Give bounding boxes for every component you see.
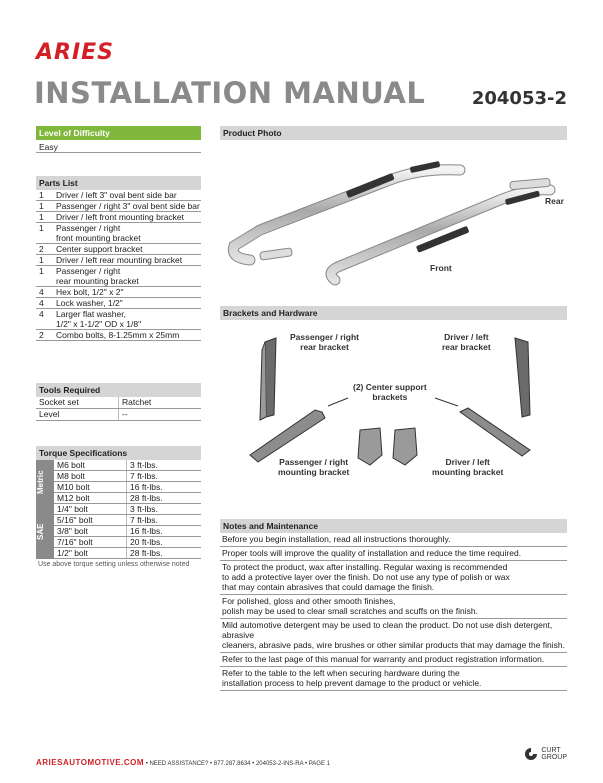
part-desc [54,255,201,265]
torque-value: 7 ft-lbs. [126,515,201,525]
tool-item: -- [118,409,201,420]
note-line: For polished, gloss and other smooth finishes, [222,596,396,606]
torque-heading: Torque Specifications [36,446,201,460]
torque-value: 3 ft-lbs. [126,504,201,514]
bolt-size: 1/4" bolt [57,504,88,514]
note-item [220,667,567,691]
footer-info: • NEED ASSISTANCE? • 877.287.8634 • 204053-2-INS-RA • PAGE 1 [144,761,330,767]
brackets-diagram [220,320,567,485]
product-photo-heading: Product Photo [220,126,567,140]
part-desc [54,287,201,297]
parts-list-row [36,309,201,330]
part-desc-line: rear mounting bracket [56,276,139,286]
part-desc-line: Larger flat washer, [56,309,126,319]
note-line: cleaners, abrasive pads, wire brushes or other similar products that may damage the finish. [222,640,565,650]
note-line: to add a protective layer over the finish. Do not use any type of polish or wax [222,572,510,582]
parts-list [36,176,201,341]
metric-label: Metric [36,460,54,504]
note-line: Before you begin installation, read all instructions thoroughly. [222,534,451,544]
pr-mount-label: Passenger / right mounting bracket [278,457,350,477]
group-text: GROUP [541,754,567,761]
torque-value: 28 ft-lbs. [126,548,201,558]
torque-row [54,515,201,526]
website-link[interactable]: ARIESAUTOMOTIVE.COM [36,758,145,767]
parts-list-row [36,266,201,287]
parts-list-row [36,201,201,212]
part-desc [54,223,201,243]
part-desc [54,212,201,222]
footer [36,758,330,767]
bolt-size: M8 bolt [57,471,85,481]
sae-label: SAE [36,504,54,559]
bolt-size: 1/2" bolt [57,548,88,558]
tool-item: Ratchet [118,397,201,408]
parts-list-row [36,190,201,201]
parts-list-row [36,330,201,341]
torque-row [54,526,201,537]
part-desc [54,298,201,308]
note-item [220,619,567,653]
difficulty-section [36,126,201,153]
torque-row [54,460,201,471]
tools-section [36,383,201,421]
tools-row [36,397,201,409]
part-qty: 1 [39,266,44,276]
bolt-size: 5/16" bolt [57,515,93,525]
brackets-section [220,306,567,486]
note-line: To protect the product, wax after installing. Regular waxing is recommended [222,562,508,572]
parts-list-row [36,287,201,298]
difficulty-heading: Level of Difficulty [36,126,201,140]
part-desc-line: Driver / left rear mounting bracket [56,255,183,265]
torque-metric-group [36,460,201,504]
front-label: Front [430,263,452,273]
note-line: installation process to help prevent damage to the product or vehicle. [222,678,482,688]
part-desc [54,330,201,340]
parts-list-heading: Parts List [36,176,201,190]
torque-value: 3 ft-lbs. [126,460,201,470]
pr-rear-label: Passenger / right rear bracket [290,332,359,352]
torque-value: 20 ft-lbs. [126,537,201,547]
note-line: Refer to the table to the left when securing hardware during the [222,668,460,678]
tools-row [36,409,201,421]
torque-value: 7 ft-lbs. [126,471,201,481]
part-desc-line: Combo bolts, 8-1.25mm x 25mm [56,330,180,340]
torque-sae-group [36,504,201,559]
torque-row [54,471,201,482]
part-desc-line: Lock washer, 1/2" [56,298,123,308]
part-qty: 1 [39,223,44,233]
curt-icon [524,747,538,761]
rear-label: Rear [545,196,564,206]
parts-list-row [36,244,201,255]
note-item [220,547,567,561]
bolt-size: 7/16" bolt [57,537,93,547]
part-desc-line: 1/2" x 1-1/2" OD x 1/8" [56,319,142,329]
torque-value: 28 ft-lbs. [126,493,201,503]
part-desc-line: Passenger / right 3" oval bent side bar [56,201,200,211]
part-desc [54,244,201,254]
torque-row [54,504,201,515]
difficulty-value: Easy [36,140,201,153]
part-desc-line: Center support bracket [56,244,143,254]
note-line: that may contain abrasives that could damage the finish. [222,582,435,592]
part-number: 204053-2 [471,88,567,109]
note-item [220,533,567,547]
note-line: Refer to the last page of this manual for warranty and product registration information. [222,654,545,664]
torque-row [54,493,201,504]
part-desc-line: Hex bolt, 1/2" x 2" [56,287,124,297]
bolt-size: 3/8" bolt [57,526,88,536]
part-desc-line: Driver / left front mounting bracket [56,212,185,222]
part-desc-line: Passenger / right [56,266,121,276]
parts-list-row [36,212,201,223]
part-desc [54,309,201,329]
parts-list-row [36,223,201,244]
bolt-size: M12 bolt [57,493,90,503]
bolt-size: M6 bolt [57,460,85,470]
note-item [220,561,567,595]
part-desc [54,266,201,286]
part-desc-line: Passenger / right [56,223,121,233]
part-qty: 2 [39,330,44,340]
part-desc-line: Driver / left 3" oval bent side bar [56,190,177,200]
part-qty: 1 [39,255,44,265]
part-desc-line: front mounting bracket [56,233,141,243]
product-photo [220,140,567,290]
tool-item: Socket set [39,397,79,407]
torque-row [54,537,201,548]
part-qty: 1 [39,201,44,211]
torque-section [36,446,201,570]
torque-row [54,482,201,493]
part-qty: 4 [39,298,44,308]
notes-heading: Notes and Maintenance [220,519,567,533]
torque-row [54,548,201,559]
page-title: INSTALLATION MANUAL [34,76,426,110]
torque-note: Use above torque setting unless otherwise noted [38,561,190,568]
curt-text: CURT [541,747,561,754]
note-line: polish may be used to clear small scratches and scuffs on the finish. [222,606,478,616]
note-line: Proper tools will improve the quality of installation and reduce the time required. [222,548,522,558]
parts-list-row [36,298,201,309]
note-item [220,595,567,619]
part-qty: 4 [39,309,44,319]
note-line: Mild automotive detergent may be used to clean the product. Do not use dish detergent, abrasive [222,620,553,640]
notes-section [220,519,567,691]
note-item [220,653,567,667]
torque-value: 16 ft-lbs. [126,526,201,536]
part-desc [54,190,201,200]
part-qty: 1 [39,190,44,200]
brackets-heading: Brackets and Hardware [220,306,567,320]
dl-mount-label: Driver / left mounting bracket [432,457,504,477]
parts-list-row [36,255,201,266]
aries-logo: ARIES [36,40,115,65]
part-desc [54,201,201,211]
dl-rear-label: Driver / left rear bracket [442,332,491,352]
tools-heading: Tools Required [36,383,201,397]
curt-group-logo [524,747,567,761]
part-qty: 4 [39,287,44,297]
center-label: (2) Center support brackets [353,382,427,402]
bolt-size: M10 bolt [57,482,90,492]
torque-value: 16 ft-lbs. [126,482,201,492]
part-qty: 1 [39,212,44,222]
tool-item: Level [39,409,60,419]
product-photo-section [220,126,567,292]
part-qty: 2 [39,244,44,254]
